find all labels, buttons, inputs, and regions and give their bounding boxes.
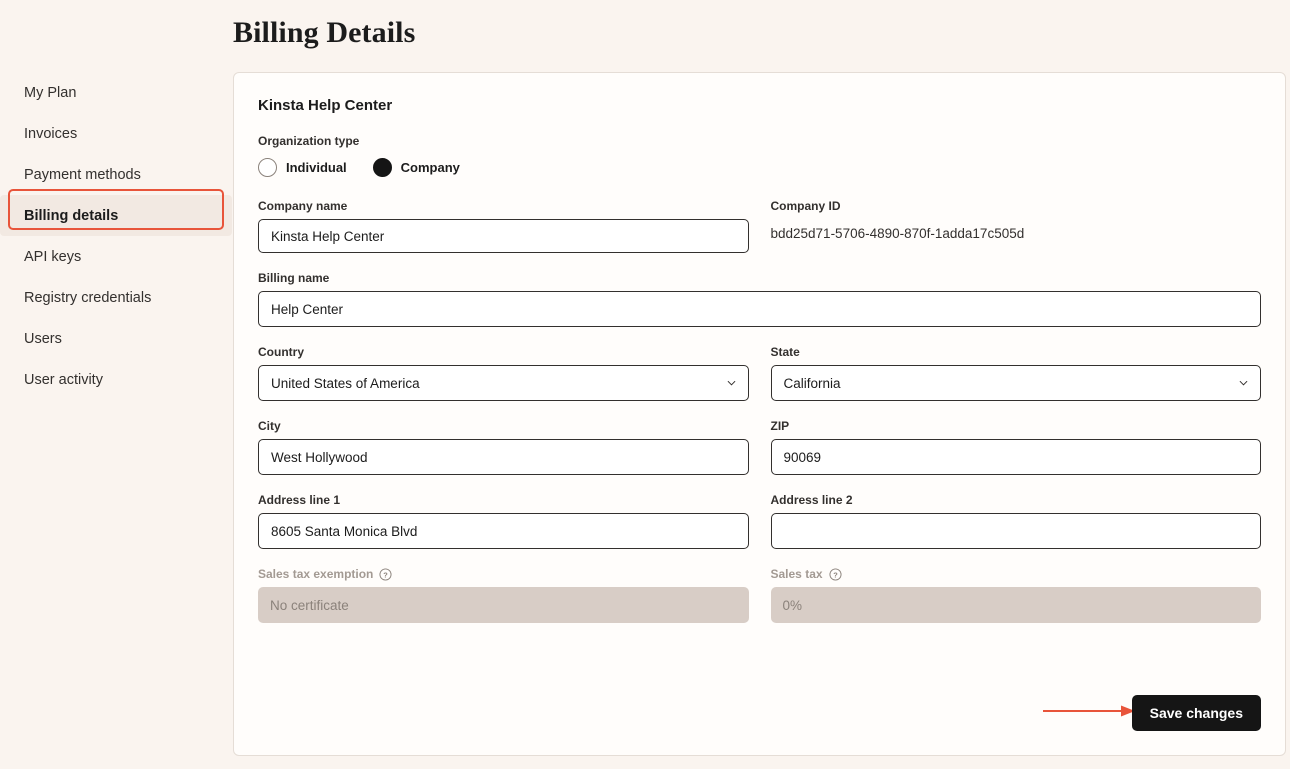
sales-tax-exemption-label [258,567,749,581]
row-city-zip [258,419,1261,475]
company-name-label: Company name [258,199,348,213]
country-value: United States of America [271,375,420,391]
sidebar [0,0,232,769]
company-id-label: Company ID [770,199,841,213]
sidebar-item-label: Registry credentials [24,289,152,306]
sidebar-item-label: My Plan [24,84,77,101]
sidebar-item-api-keys[interactable] [0,236,232,277]
company-name-input[interactable]: Kinsta Help Center [258,219,749,253]
field-sales-tax [771,567,1262,623]
state-value: California [783,375,841,391]
card-title: Kinsta Help Center [258,97,393,114]
field-country [258,345,749,401]
company-id-value: bdd25d71-5706-4890-870f-1adda17c505d [770,226,1025,241]
organization-type-label: Organization type [258,134,360,148]
address-line-1-label: Address line 1 [258,493,341,507]
field-address-line-1 [258,493,749,549]
sidebar-item-label: Billing details [24,207,119,224]
country-select[interactable] [258,365,749,401]
zip-input[interactable]: 90069 [771,439,1262,475]
state-select[interactable] [771,365,1262,401]
sales-tax-exemption-label-text: Sales tax exemption [258,567,374,581]
city-input[interactable]: West Hollywood [258,439,749,475]
field-state [771,345,1262,401]
field-zip [771,419,1262,475]
radio-option-individual[interactable] [258,158,347,177]
chevron-down-icon [727,379,736,388]
chevron-down-icon [1239,379,1248,388]
page-title: Billing Details [233,16,416,49]
sidebar-item-users[interactable] [0,318,232,359]
sidebar-item-user-activity[interactable] [0,359,232,400]
field-billing-name [258,271,1261,327]
sales-tax-label [771,567,1262,581]
field-company-id [771,199,1262,253]
sales-tax-label-text: Sales tax [770,567,823,581]
billing-details-card [233,72,1286,756]
radio-icon-company[interactable] [373,158,392,177]
sidebar-item-label: API keys [24,248,82,265]
sales-tax-exemption-input: No certificate [258,587,749,623]
save-changes-button[interactable]: Save changes [1132,695,1261,731]
state-label: State [770,345,800,359]
svg-text:?: ? [383,570,389,580]
organization-type-radio-group [258,158,1261,177]
radio-label-individual: Individual [286,160,347,175]
row-address [258,493,1261,549]
sidebar-item-payment-methods[interactable] [0,154,232,195]
sidebar-item-label: Invoices [24,125,78,142]
sidebar-item-label: Users [24,330,62,347]
billing-name-label: Billing name [258,271,330,285]
row-company [258,199,1261,253]
row-billing-name [258,271,1261,327]
row-sales-tax [258,567,1261,623]
billing-name-input[interactable]: Help Center [258,291,1261,327]
field-address-line-2 [771,493,1262,549]
help-icon[interactable] [829,568,842,581]
row-country-state [258,345,1261,401]
sidebar-item-label: User activity [24,371,103,388]
sidebar-item-label: Payment methods [24,166,141,183]
annotation-arrow [1043,705,1135,717]
city-label: City [258,419,281,433]
sidebar-item-registry-credentials[interactable] [0,277,232,318]
field-sales-tax-exemption [258,567,749,623]
field-city [258,419,749,475]
radio-option-company[interactable] [373,158,460,177]
address-line-2-label: Address line 2 [770,493,853,507]
radio-icon-individual[interactable] [258,158,277,177]
svg-text:?: ? [832,570,838,580]
field-company-name [258,199,749,253]
address-line-1-input[interactable]: 8605 Santa Monica Blvd [258,513,749,549]
address-line-2-input[interactable] [771,513,1262,549]
radio-label-company: Company [400,160,460,175]
sidebar-item-my-plan[interactable] [0,72,232,113]
sidebar-item-invoices[interactable] [0,113,232,154]
sidebar-item-billing-details[interactable] [0,195,232,236]
sales-tax-input: 0% [771,587,1262,623]
zip-label: ZIP [770,419,790,433]
country-label: Country [258,345,304,359]
help-icon[interactable] [379,568,392,581]
